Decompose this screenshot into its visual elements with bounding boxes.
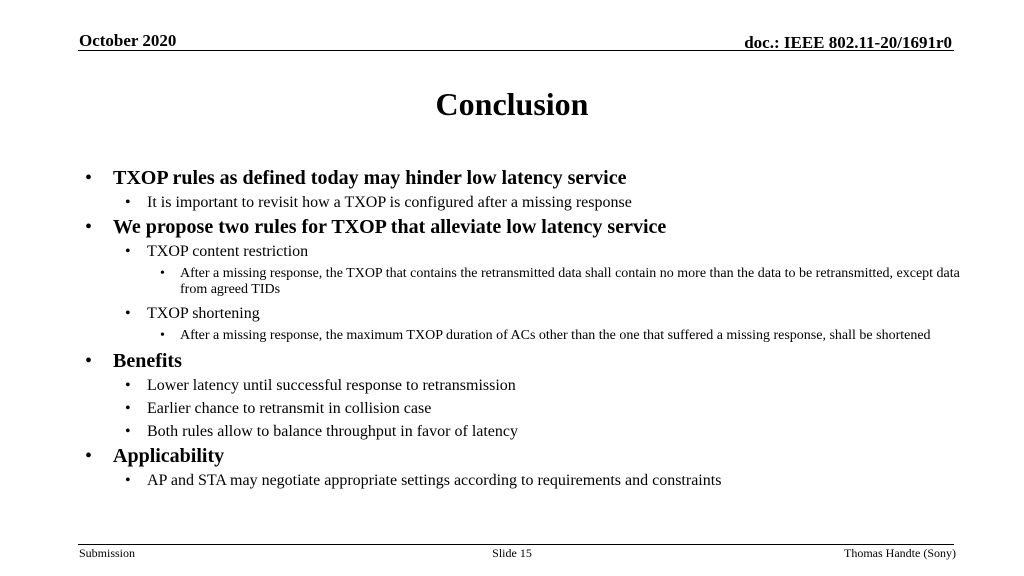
bullet-text: Benefits	[113, 350, 182, 372]
slide-title: Conclusion	[435, 86, 589, 122]
footer-divider	[78, 544, 954, 545]
bullet-content-restriction-detail	[82, 266, 962, 298]
bullet-text: TXOP rules as defined today may hinder low latency service	[113, 167, 627, 189]
header-doc-id: doc.: IEEE 802.11-20/1691r0	[744, 33, 952, 52]
bullet-negotiate-settings	[82, 470, 962, 492]
footer-submission: Submission	[79, 546, 136, 560]
bullet-dot: •	[125, 472, 131, 489]
bullet-applicability	[82, 444, 962, 469]
bullet-revisit	[82, 192, 962, 214]
bullet-content-restriction	[82, 241, 962, 263]
bullet-text: Both rules allow to balance throughput in favor of latency	[147, 423, 519, 440]
bullet-benefits	[82, 349, 962, 374]
footer-author: Thomas Handte (Sony)	[844, 546, 956, 560]
bullet-text: Lower latency until successful response to retransmission	[147, 377, 516, 394]
bullet-dot: •	[125, 243, 131, 260]
bullet-dot: •	[160, 328, 165, 343]
bullet-two-rules	[82, 215, 962, 240]
bullet-dot: •	[125, 423, 131, 440]
bullet-text: After a missing response, the TXOP that contains the retransmitted data shall contain no more than the data to be retransmitted, except data from agreed TIDs	[180, 266, 960, 297]
bullet-dot: •	[85, 167, 93, 189]
header-divider	[78, 50, 954, 51]
bullet-dot: •	[85, 445, 93, 467]
bullet-dot: •	[160, 266, 165, 281]
footer-slide-number: Slide 15	[492, 546, 532, 560]
bullet-lower-latency	[82, 375, 962, 397]
header-date: October 2020	[79, 31, 177, 50]
slide-body	[82, 166, 962, 493]
bullet-text: Applicability	[113, 445, 225, 467]
bullet-dot: •	[85, 350, 93, 372]
bullet-dot: •	[125, 305, 131, 322]
bullet-text: It is important to revisit how a TXOP is configured after a missing response	[147, 194, 632, 211]
bullet-text: TXOP content restriction	[147, 243, 309, 260]
bullet-dot: •	[85, 216, 93, 238]
bullet-balance-throughput	[82, 421, 962, 443]
bullet-text: After a missing response, the maximum TXOP duration of ACs other than the one that suffered a missing response, shall be shortened	[180, 328, 931, 343]
bullet-dot: •	[125, 400, 131, 417]
bullet-text: AP and STA may negotiate appropriate settings according to requirements and constraints	[147, 472, 722, 489]
bullet-text: TXOP shortening	[147, 305, 260, 322]
bullet-dot: •	[125, 377, 131, 394]
bullet-txop-rules	[82, 166, 962, 191]
bullet-text: Earlier chance to retransmit in collision case	[147, 400, 432, 417]
bullet-dot: •	[125, 194, 131, 211]
bullet-txop-shortening-detail	[82, 328, 962, 344]
bullet-earlier-chance	[82, 398, 962, 420]
bullet-txop-shortening	[82, 303, 962, 325]
bullet-text: We propose two rules for TXOP that alleviate low latency service	[113, 216, 667, 238]
